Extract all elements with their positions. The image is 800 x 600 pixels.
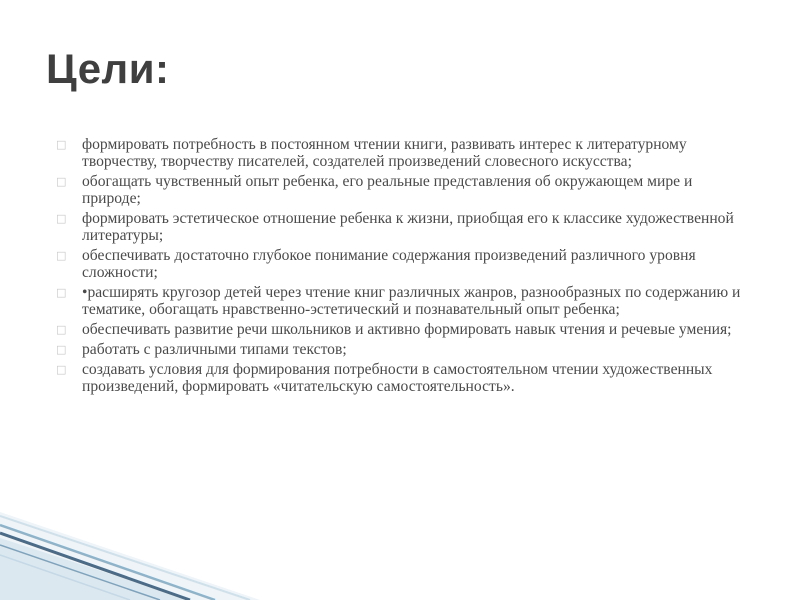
- deco-wave-fill-2: [0, 538, 190, 600]
- list-item: [56, 136, 746, 170]
- list-item-text: формировать потребность в постоянном чтении книги, развивать интерес к литературному творчеству, творчеству писателей, создателей произведений словесного искусства;: [82, 136, 687, 170]
- list-item-text: обеспечивать развитие речи школьников и активно формировать навык чтения и речевые умения;: [82, 321, 732, 338]
- list-item-text: работать с различными типами текстов;: [82, 341, 347, 358]
- bullet-square-icon: □: [56, 363, 67, 376]
- bullet-square-icon: □: [56, 343, 67, 356]
- bullet-square-icon: □: [56, 249, 67, 262]
- list-item-text: •расширять кругозор детей через чтение книг различных жанров, разнообразных по содержанию и тематике, обогащать нравственно-эстетический и познавательный опыт ребенка;: [82, 284, 741, 318]
- list-item: [56, 321, 746, 338]
- list-item-text: обеспечивать достаточно глубокое понимание содержания произведений различного уровня сложности;: [82, 247, 696, 281]
- list-item-text: формировать эстетическое отношение ребенка к жизни, приобщая его к классике художественной литературы;: [82, 210, 734, 244]
- list-item: [56, 173, 746, 207]
- list-item: [56, 210, 746, 244]
- deco-line-light: [0, 516, 250, 600]
- deco-wave-fill: [0, 512, 260, 600]
- bullet-square-icon: □: [56, 212, 67, 225]
- bullet-square-icon: □: [56, 323, 67, 336]
- list-item: [56, 247, 746, 281]
- deco-line-accent: [0, 545, 160, 600]
- deco-line-soft: [0, 555, 130, 600]
- bullet-list: [56, 136, 746, 398]
- list-item: [56, 341, 746, 358]
- list-item: [56, 284, 746, 318]
- list-item-text: обогащать чувственный опыт ребенка, его реальные представления об окружающем мире и природе;: [82, 173, 693, 207]
- deco-line-dark: [0, 533, 190, 600]
- slide-title: Цели:: [46, 45, 170, 92]
- deco-line-mid: [0, 525, 215, 600]
- bullet-square-icon: □: [56, 286, 67, 299]
- bullet-square-icon: □: [56, 175, 67, 188]
- list-item: [56, 361, 746, 395]
- bullet-square-icon: □: [56, 138, 67, 151]
- list-item-text: создавать условия для формирования потребности в самостоятельном чтении художественных произведений, формировать «читательскую самостоятельность».: [82, 361, 713, 395]
